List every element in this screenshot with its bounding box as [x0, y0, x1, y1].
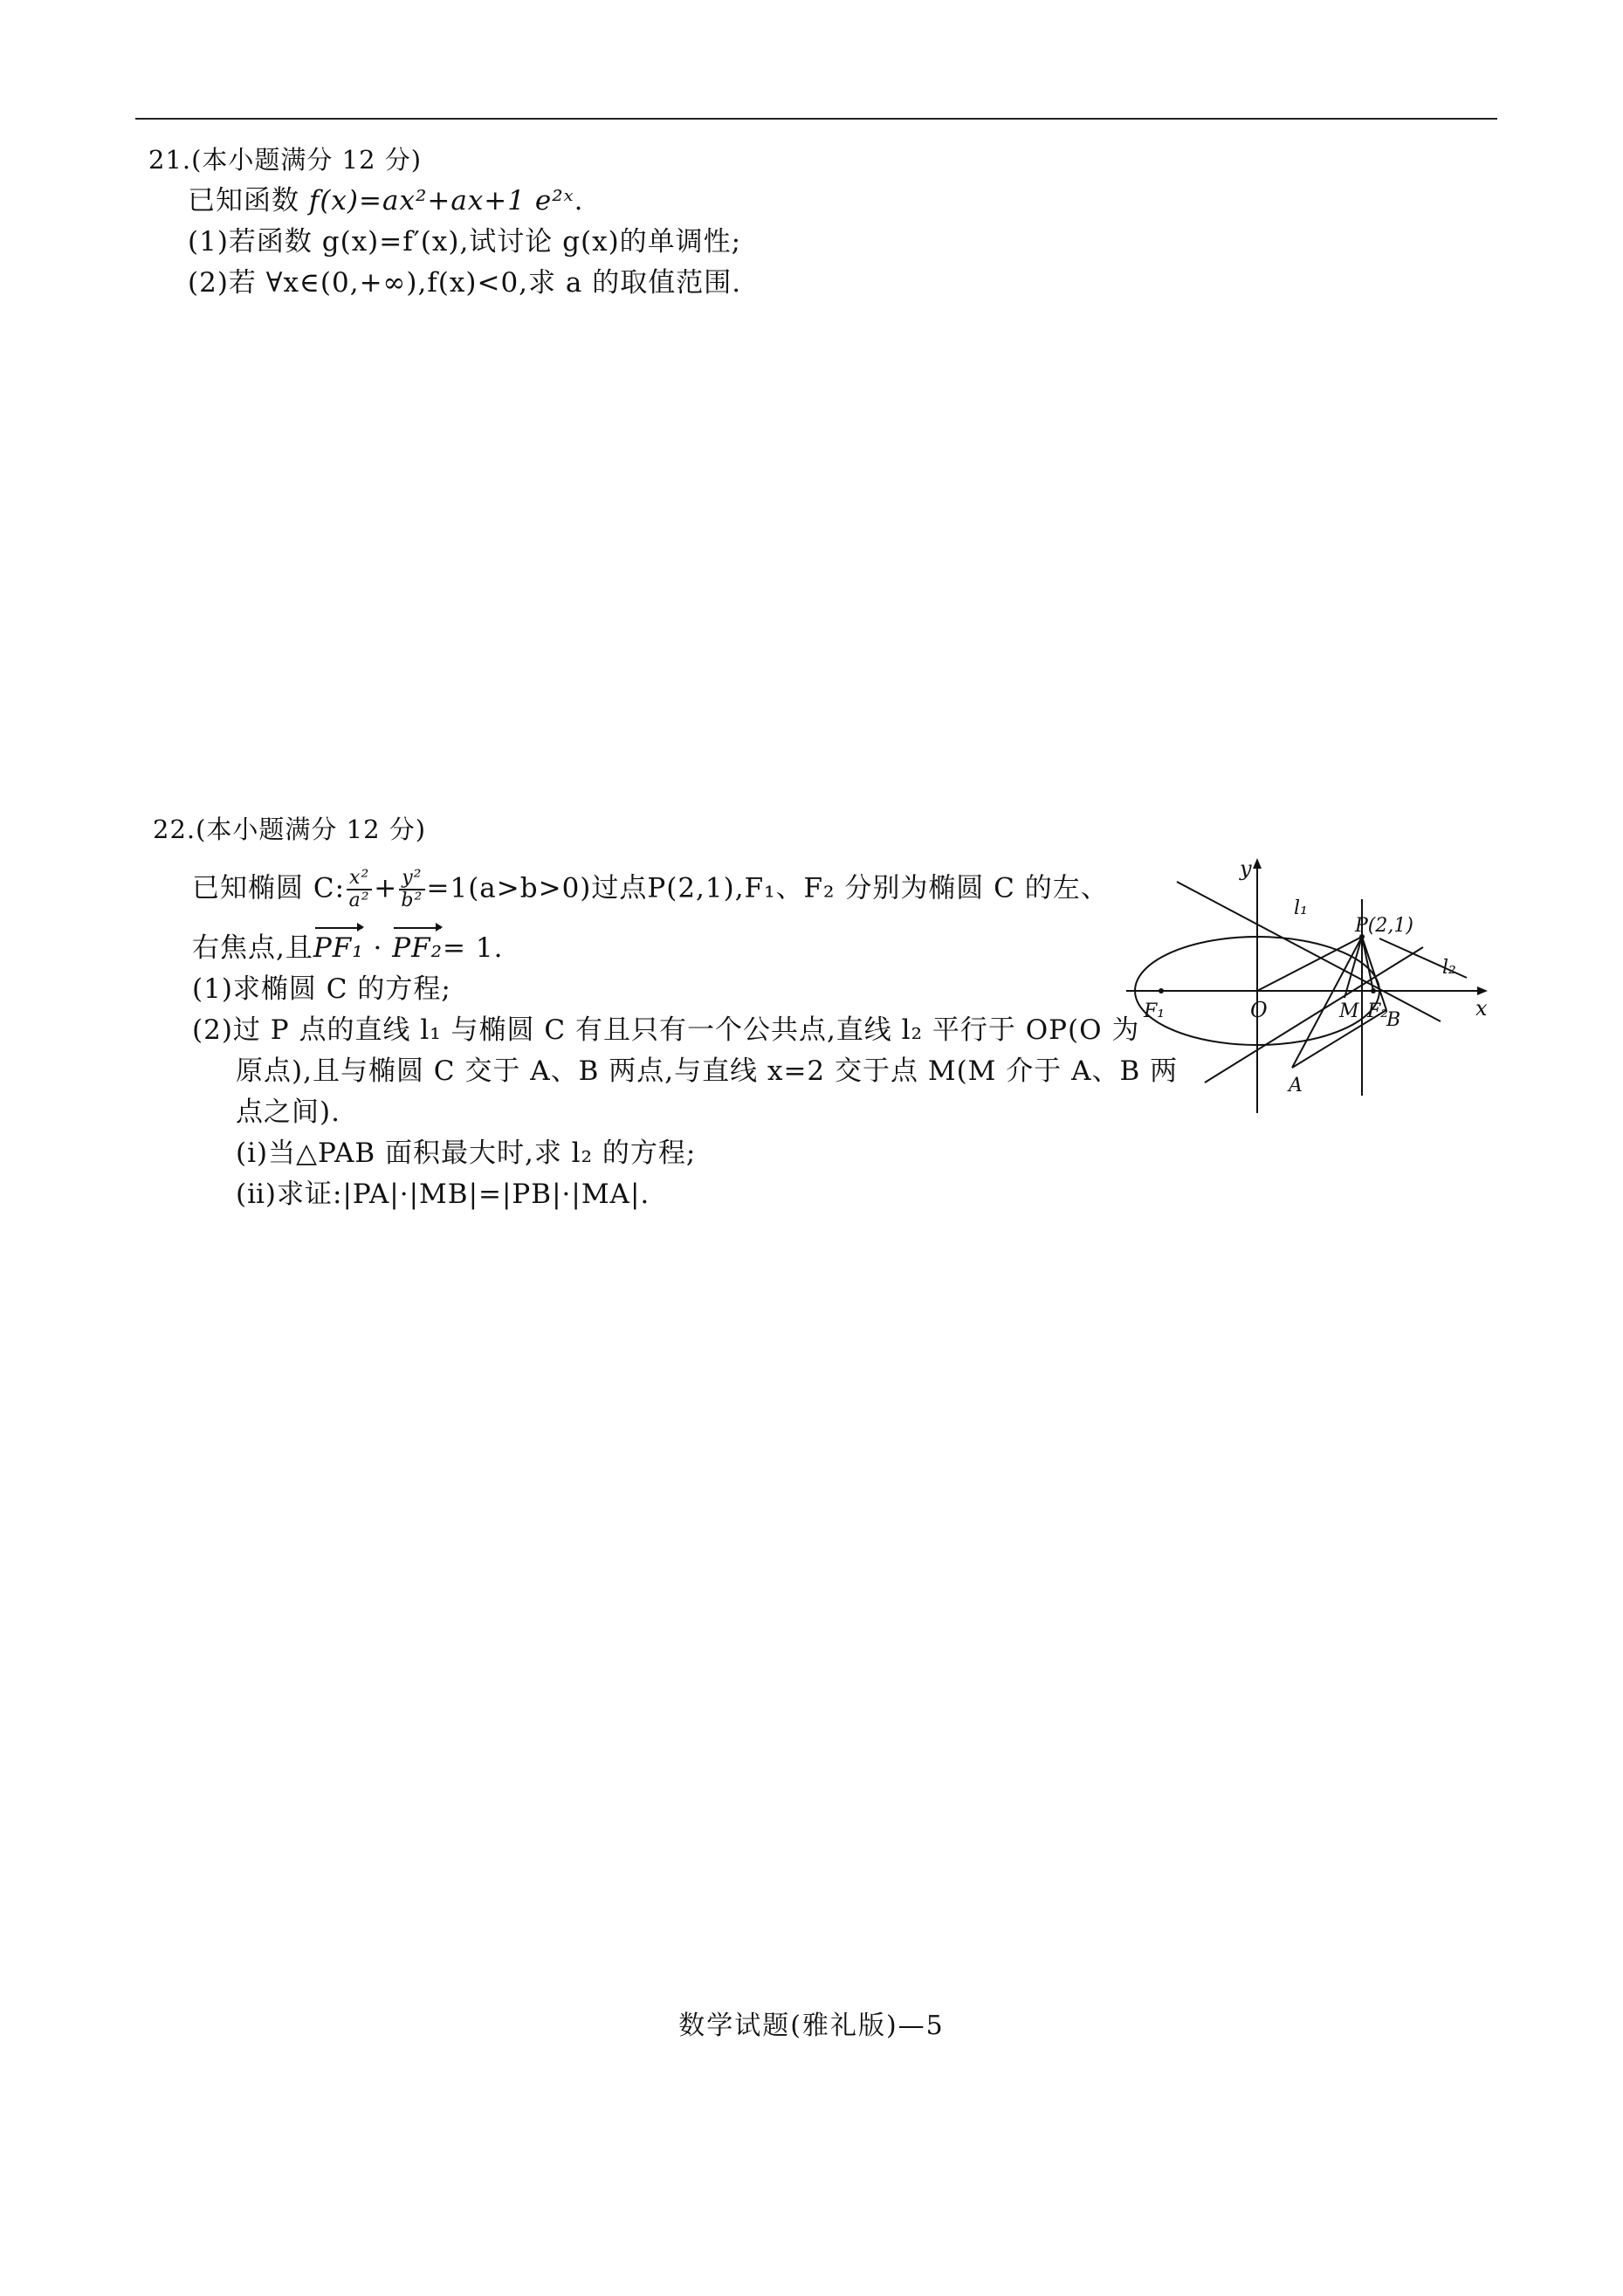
label-f2: F₂: [1367, 1000, 1389, 1022]
q22-line1-suffix: =1(a>b>0)过点P(2,1),F₁、F₂ 分别为椭圆 C 的左、: [426, 872, 1109, 904]
label-p: P(2,1): [1355, 915, 1413, 937]
label-b: B: [1386, 1009, 1401, 1031]
plus-sign: +: [374, 872, 398, 904]
q21-intro: [188, 183, 584, 218]
label-y: y: [1240, 856, 1252, 881]
q22-part2-line1: (2)过 P 点的直线 l₁ 与椭圆 C 有且只有一个公共点,直线 l₂ 平行于 OP(O 为: [192, 1014, 1140, 1046]
y-axis-arrow: [1253, 858, 1262, 869]
q22-part2-line3: 点之间).: [236, 1096, 340, 1128]
label-l2: l₂: [1442, 957, 1456, 979]
q22-part2-line2: 原点),且与椭圆 C 交于 A、B 两点,与直线 x=2 交于点 M(M 介于 A、B 两: [236, 1055, 1179, 1087]
ellipse-figure: [1126, 851, 1493, 1117]
q22-line2-prefix: 右焦点,且: [192, 932, 313, 964]
fraction-y2-over-b2: [399, 868, 424, 911]
q22-line1-prefix: 已知椭圆 C:: [192, 872, 346, 904]
point-f1: [1159, 988, 1164, 993]
q21-header: 21.(本小题满分 12 分): [148, 145, 423, 175]
q21-part1: (1)若函数 g(x)=f′(x),试讨论 g(x)的单调性;: [188, 226, 742, 258]
frac2-denominator: b²: [401, 890, 423, 911]
label-m: M: [1339, 1000, 1359, 1022]
q21-function-formula: f(x)=ax²+ax+1 e²ˣ: [308, 185, 574, 217]
fraction-x2-over-a2: [347, 868, 372, 911]
frac1-numerator: x²: [347, 868, 372, 890]
segment-pm: [1344, 937, 1362, 998]
label-l1: l₁: [1294, 897, 1308, 919]
q21-intro-prefix: 已知函数: [188, 185, 309, 217]
point-f2: [1371, 988, 1376, 993]
dot-product-sign: ·: [363, 932, 393, 964]
frac2-numerator: y²: [399, 868, 424, 890]
q22-part1: (1)求椭圆 C 的方程;: [192, 973, 451, 1005]
frac1-denominator: a²: [348, 890, 370, 911]
q22-sub-ii: (ⅱ)求证:|PA|·|MB|=|PB|·|MA|.: [236, 1179, 650, 1210]
x-axis-arrow: [1477, 986, 1488, 995]
label-f1: F₁: [1144, 1000, 1166, 1022]
q21-part2: (2)若 ∀x∈(0,+∞),f(x)<0,求 a 的取值范围.: [188, 267, 742, 299]
q22-line2: [192, 931, 503, 966]
q22-sub-i: (ⅰ)当△PAB 面积最大时,求 l₂ 的方程;: [236, 1138, 697, 1169]
segment-op: [1257, 937, 1362, 991]
top-rule: [135, 118, 1497, 120]
label-a: A: [1289, 1075, 1303, 1096]
q22-line1: [192, 868, 1109, 911]
label-x: x: [1475, 996, 1488, 1021]
tangent-line-l1: [1177, 882, 1441, 1021]
vector-pf1: PF₁: [313, 932, 364, 964]
q22-header: 22.(本小题满分 12 分): [153, 815, 427, 844]
vector-pf2: PF₂: [392, 932, 444, 964]
segment-pb: [1362, 937, 1386, 1010]
label-origin: O: [1250, 998, 1268, 1022]
q21-intro-suffix: .: [574, 185, 584, 217]
page-footer: 数学试题(雅礼版)—5: [678, 2011, 945, 2041]
q22-line2-suffix: = 1.: [443, 932, 504, 964]
